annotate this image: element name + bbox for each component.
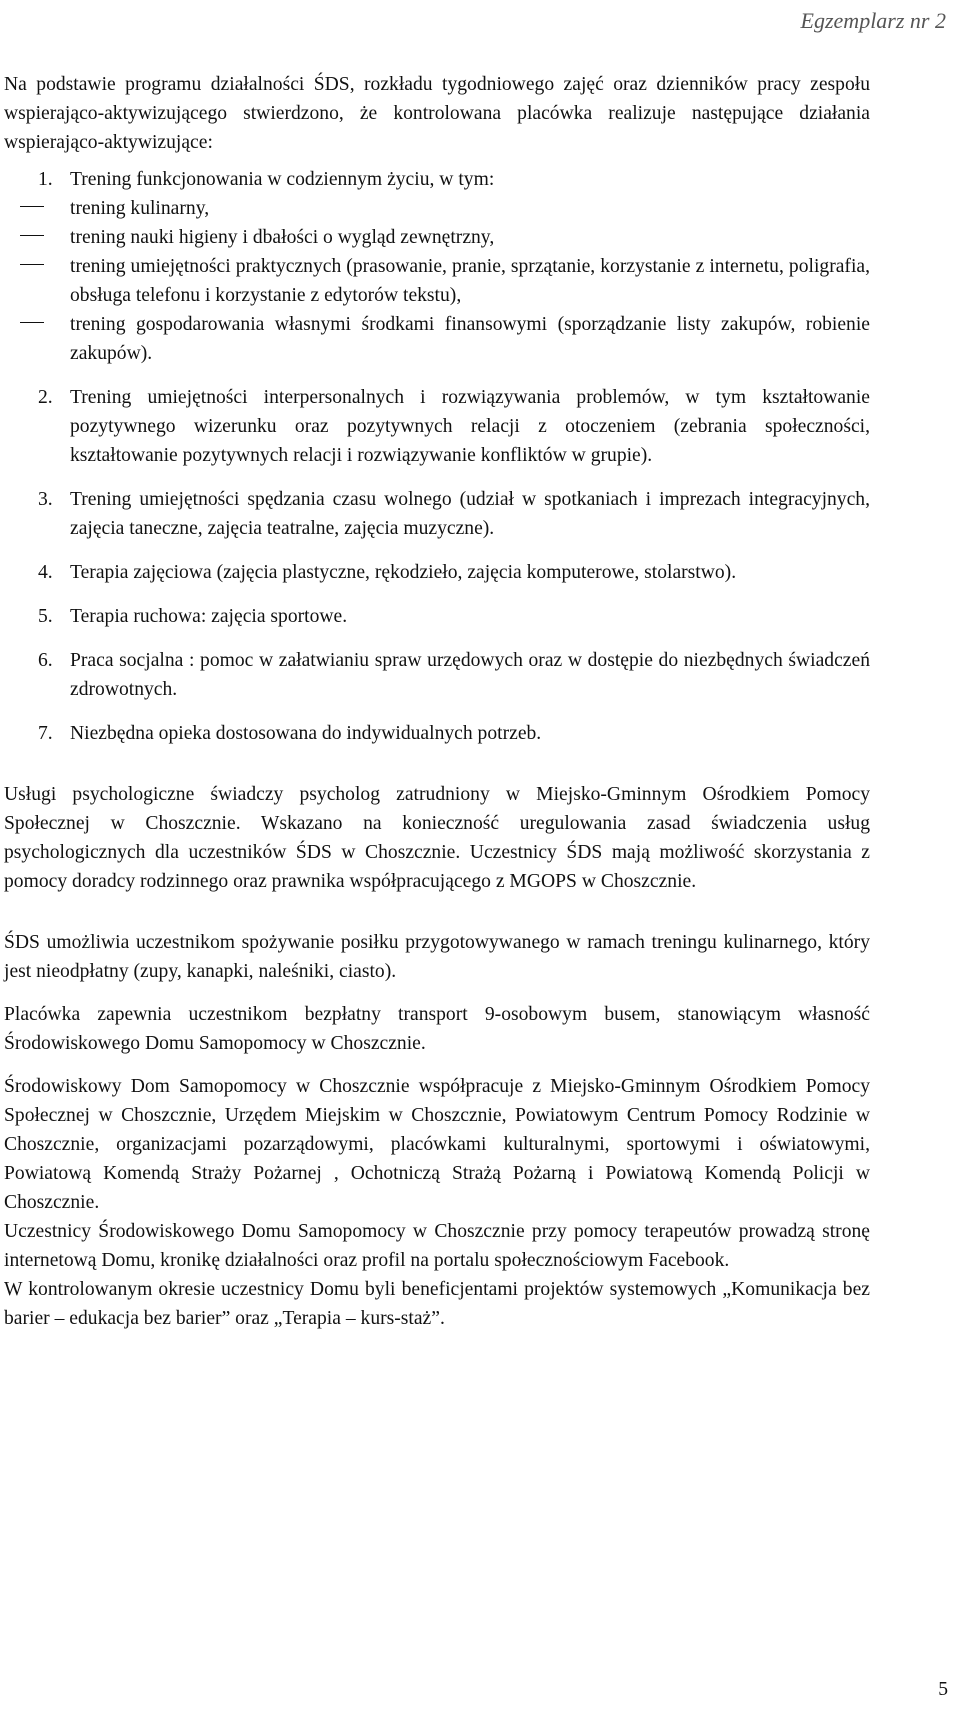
dash-bullet: [4, 223, 60, 252]
list-number: 6.: [38, 650, 53, 671]
page-number: 5: [938, 1679, 948, 1700]
sub-list-item: [70, 310, 870, 368]
list-item: [4, 558, 870, 587]
list-item-text: Terapia ruchowa: zajęcia sportowe.: [70, 606, 348, 627]
sub-list: [70, 194, 870, 368]
dash-bullet: [4, 310, 60, 339]
sub-item-text: trening umiejętności praktycznych (prasowanie, pranie, sprzątanie, korzystanie z internetu, poligrafia, obsługa telefonu i korzystanie z edytorów tekstu),: [70, 256, 870, 306]
list-item: [4, 165, 870, 368]
list-item-text: Trening umiejętności spędzania czasu wolnego (udział w spotkaniach i imprezach integracyjnych, zajęcia taneczne, zajęcia teatralne, zajęcia muzyczne).: [70, 489, 870, 539]
activities-list: [4, 165, 870, 748]
list-number: 2.: [38, 387, 53, 408]
website-paragraph: Uczestnicy Środowiskowego Domu Samopomocy w Choszcznie przy pomocy terapeutów prowadzą stronę internetową Domu, kronikę działalności oraz profil na portalu społecznościowym Facebook.: [4, 1221, 870, 1271]
copy-label: Egzemplarz nr 2: [800, 8, 946, 33]
list-item: [4, 485, 870, 543]
dash-bullet: [4, 252, 60, 281]
cooperation-paragraph: Środowiskowy Dom Samopomocy w Choszcznie współpracuje z Miejsko-Gminnym Ośrodkiem Pomocy Społecznej w Choszcznie, Urzędem Miejskim w Choszcznie, Powiatowym Centrum Pomocy Rodzinie w Choszcznie, organizacjami pozarządowymi, placówkami kulturalnymi, sportowymi i oświatowymi, Powiatową Komendą Straży Pożarnej , Ochotniczą Strażą Pożarną i Powiatową Komendą Policji w Choszcznie.: [4, 1076, 870, 1213]
list-item: [4, 719, 870, 748]
meals-paragraph: ŚDS umożliwia uczestnikom spożywanie posiłku przygotowywanego w ramach treningu kulinarnego, który jest nieodpłatny (zupy, kanapki, naleśniki, ciasto).: [4, 932, 870, 982]
list-number: 3.: [38, 489, 53, 510]
psychology-paragraph: Usługi psychologiczne świadczy psycholog zatrudniony w Miejsko-Gminnym Ośrodkiem Pomocy Społecznej w Choszcznie. Wskazano na konieczność uregulowania zasad świadczenia usług psychologicznych dla uczestników ŚDS w Choszcznie. Uczestnicy ŚDS mają możliwość skorzystania z pomocy doradcy rodzinnego oraz prawnika współpracującego z MGOPS w Choszcznie.: [4, 784, 870, 892]
list-item-text: Praca socjalna : pomoc w załatwianiu spraw urzędowych oraz w dostępie do niezbędnych świadczeń zdrowotnych.: [70, 650, 870, 700]
sub-list-item: [70, 252, 870, 310]
list-item-text: Trening umiejętności interpersonalnych i rozwiązywania problemów, w tym kształtowanie pozytywnego wizerunku oraz pozytywnych relacji z otoczeniem (zebrania społeczności, kształtowanie pozytywnych relacji i rozwiązywanie konfliktów w grupie).: [70, 387, 870, 466]
list-item-text: Terapia zajęciowa (zajęcia plastyczne, rękodzieło, zajęcia komputerowe, stolarstwo).: [70, 562, 737, 583]
list-number: 7.: [38, 723, 53, 744]
intro-paragraph: Na podstawie programu działalności ŚDS, rozkładu tygodniowego zajęć oraz dzienników pracy zespołu wspierająco-aktywizującego stwierdzono, że kontrolowana placówka realizuje następujące działania wspierająco-aktywizujące:: [4, 74, 870, 153]
list-number: 5.: [38, 606, 53, 627]
sub-item-text: trening kulinarny,: [70, 198, 210, 219]
sub-item-text: trening nauki higieny i dbałości o wygląd zewnętrzny,: [70, 227, 495, 248]
dash-bullet: [4, 194, 60, 223]
list-item-text: Trening funkcjonowania w codziennym życiu, w tym:: [70, 169, 495, 190]
sub-list-item: [70, 223, 870, 252]
list-number: 4.: [38, 562, 53, 583]
document-body: [4, 70, 870, 1333]
list-number: 1.: [38, 169, 53, 190]
list-item: [4, 646, 870, 704]
list-item: [4, 602, 870, 631]
sub-item-text: trening gospodarowania własnymi środkami finansowymi (sporządzanie listy zakupów, robienie zakupów).: [70, 314, 870, 364]
sub-list-item: [70, 194, 870, 223]
transport-paragraph: Placówka zapewnia uczestnikom bezpłatny transport 9-osobowym busem, stanowiącym własność Środowiskowego Domu Samopomocy w Choszcznie.: [4, 1004, 870, 1054]
projects-paragraph: W kontrolowanym okresie uczestnicy Domu byli beneficjentami projektów systemowych „Komunikacja bez barier – edukacja bez barier” oraz „Terapia – kurs-staż”.: [4, 1279, 870, 1329]
list-item: [4, 383, 870, 470]
list-item-text: Niezbędna opieka dostosowana do indywidualnych potrzeb.: [70, 723, 542, 744]
